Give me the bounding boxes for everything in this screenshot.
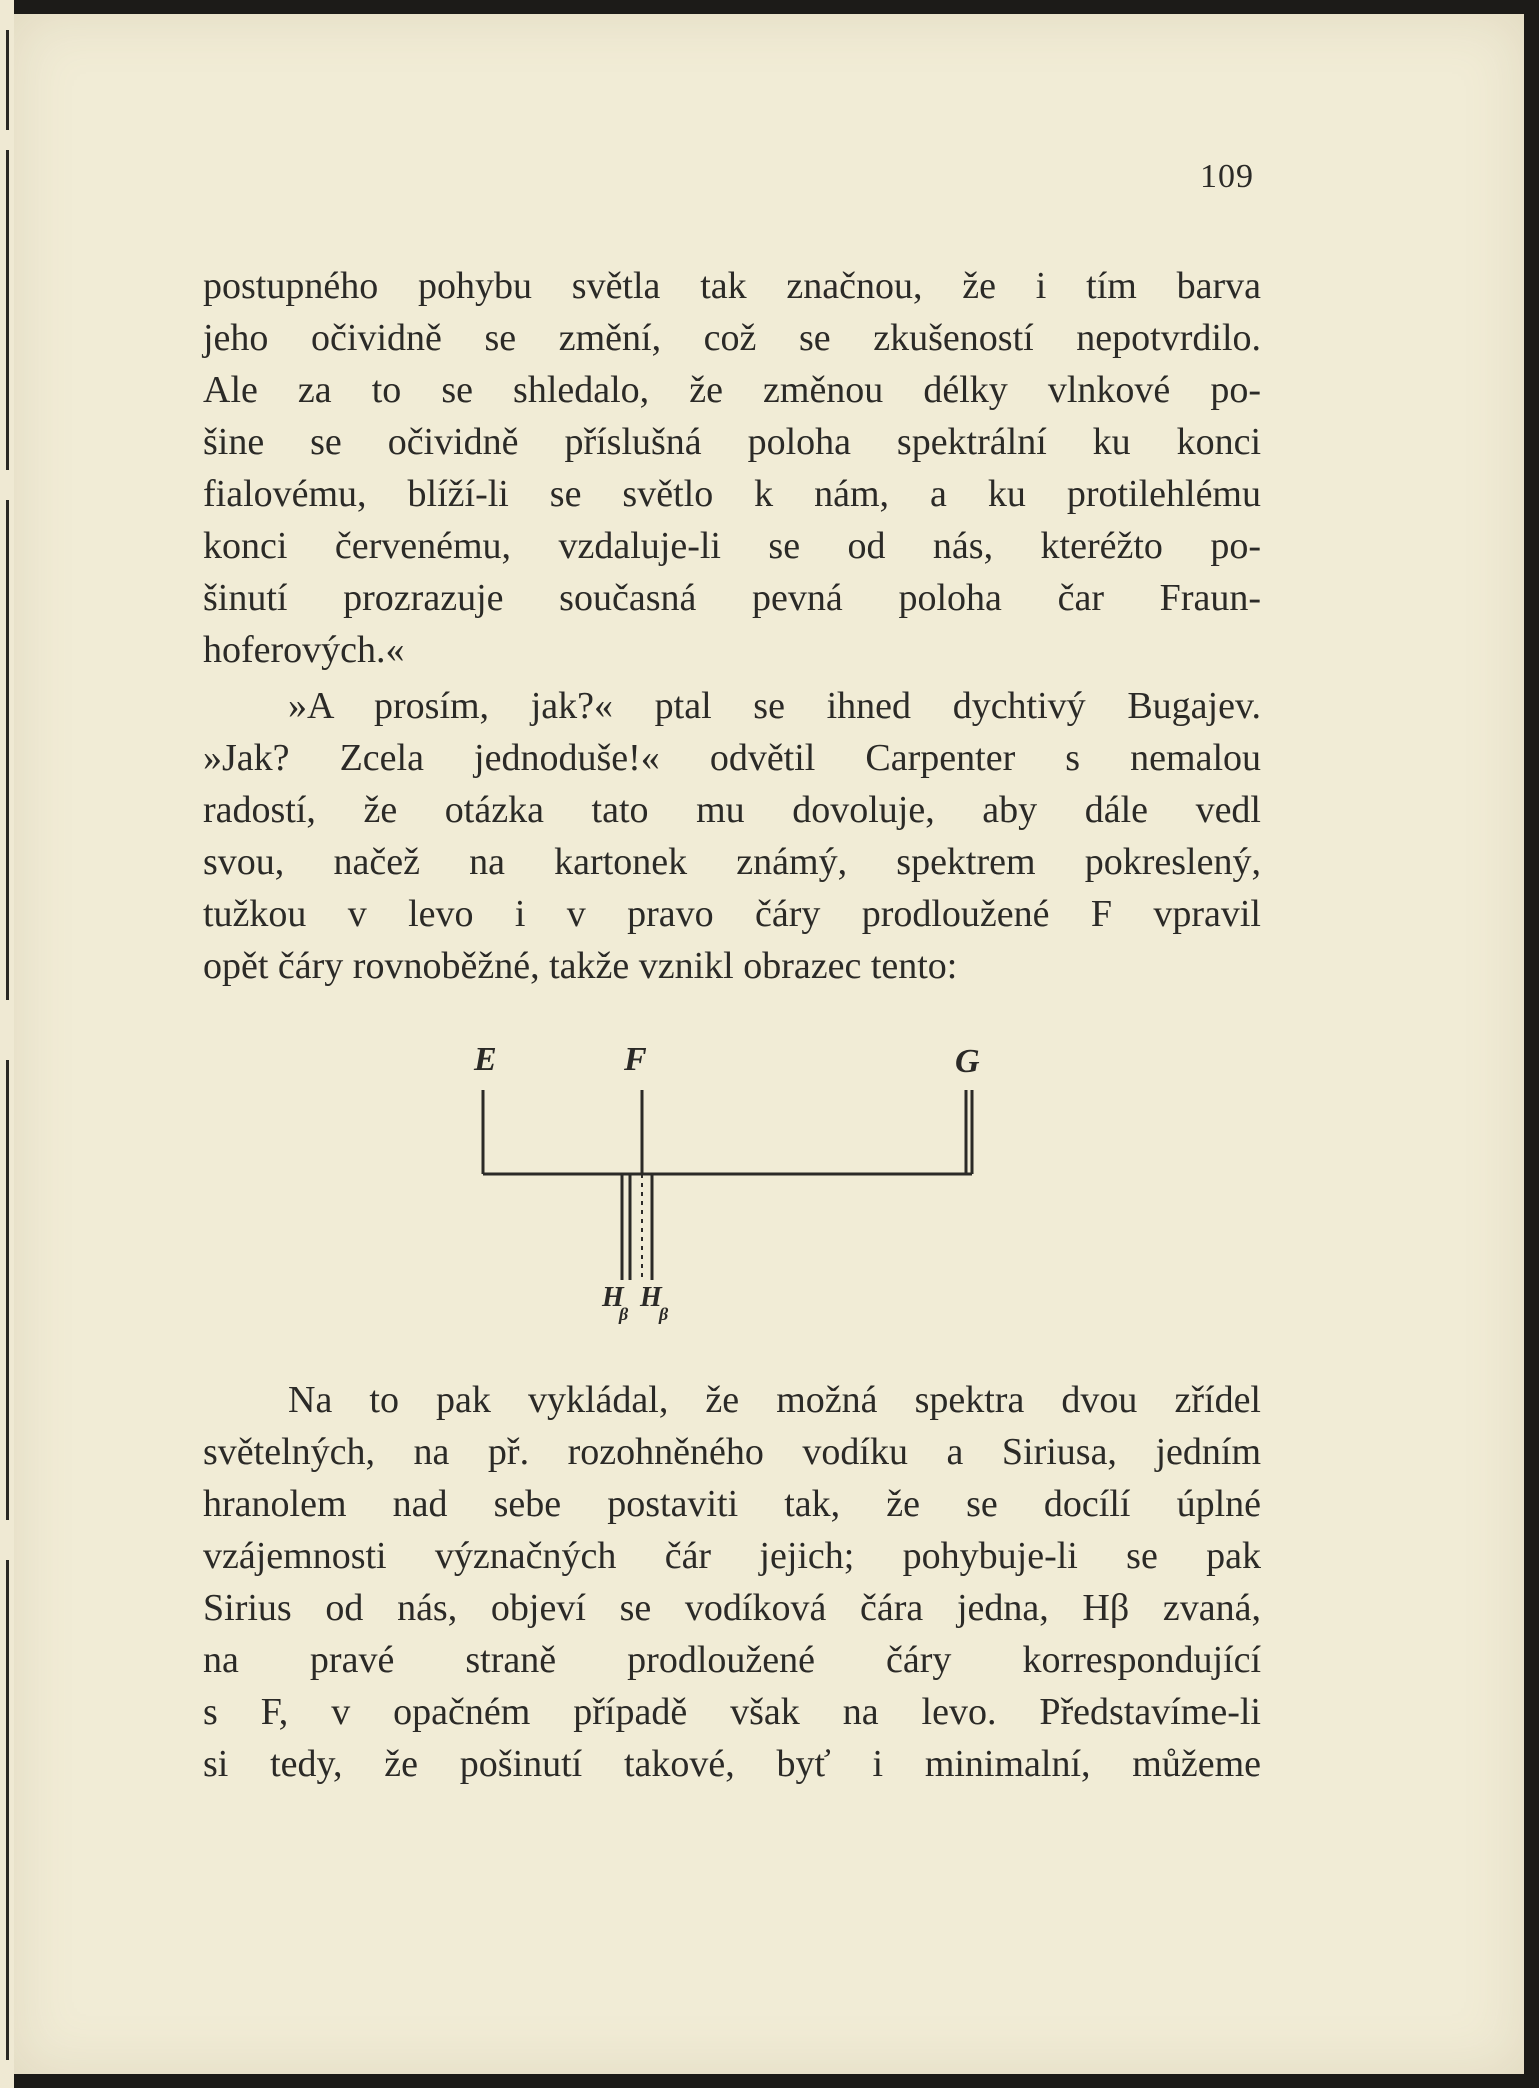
page-number: 109 [1200,158,1254,195]
text-line: postupného pohybu světla tak značnou, že i tím barva [203,265,1261,307]
label-h-right-sub: β [659,1304,669,1324]
text-line: »A prosím, jak?« ptal se ihned dychtivý Bugajev. [288,685,1261,727]
gutter-line [6,1060,9,1520]
text-line: vzájemnosti význačných čár jejich; pohybuje-li se pak [203,1535,1261,1577]
gutter-line [6,1560,9,2060]
text-line: svou, načež na kartonek známý, spektrem pokreslený, [203,841,1261,883]
spectral-diagram [440,1030,1060,1355]
label-h-right: H [640,1282,662,1313]
text-line: s F, v opačném případě však na levo. Představíme-li [203,1691,1261,1733]
gutter-line [6,500,9,1000]
text-line: světelných, na př. rozohněného vodíku a Siriusa, jedním [203,1431,1261,1473]
text-line: Na to pak vykládal, že možná spektra dvou zřídel [288,1379,1261,1421]
text-line: opět čáry rovnoběžné, takže vznikl obrazec tento: [203,945,958,987]
label-g: G [955,1043,980,1080]
spectral-diagram-svg [440,1030,1060,1350]
text-line: tužkou v levo i v pravo čáry prodloužené F vpravil [203,893,1261,935]
text-line: konci červenému, vzdaluje-li se od nás, kteréžto po- [203,525,1261,567]
label-h-left-sub: β [619,1304,629,1324]
text-line: hranolem nad sebe postaviti tak, že se docílí úplné [203,1483,1261,1525]
text-line: radostí, že otázka tato mu dovoluje, aby dále vedl [203,789,1261,831]
gutter-line [6,150,9,470]
label-h-left: H [602,1282,624,1313]
label-e: E [474,1041,497,1078]
text-line: si tedy, že pošinutí takové, byť i minimalní, můžeme [203,1743,1261,1785]
text-line: hoferových.« [203,629,405,671]
text-line: šine se očividně příslušná poloha spektrální ku konci [203,421,1261,463]
text-line: fialovému, blíží-li se světlo k nám, a ku protilehlému [203,473,1261,515]
text-line: na pravé straně prodloužené čáry korrespondující [203,1639,1261,1681]
text-line: Sirius od nás, objeví se vodíková čára jedna, Hβ zvaná, [203,1587,1261,1629]
label-f: F [624,1041,647,1078]
text-line: Ale za to se shledalo, že změnou délky vlnkové po- [203,369,1261,411]
book-gutter [0,0,14,2088]
text-line: jeho očividně se změní, což se zkušeností nepotvrdilo. [203,317,1261,359]
gutter-line [6,30,9,130]
text-line: šinutí prozrazuje současná pevná poloha čar Fraun- [203,577,1261,619]
text-line: »Jak? Zcela jednoduše!« odvětil Carpenter s nemalou [203,737,1261,779]
